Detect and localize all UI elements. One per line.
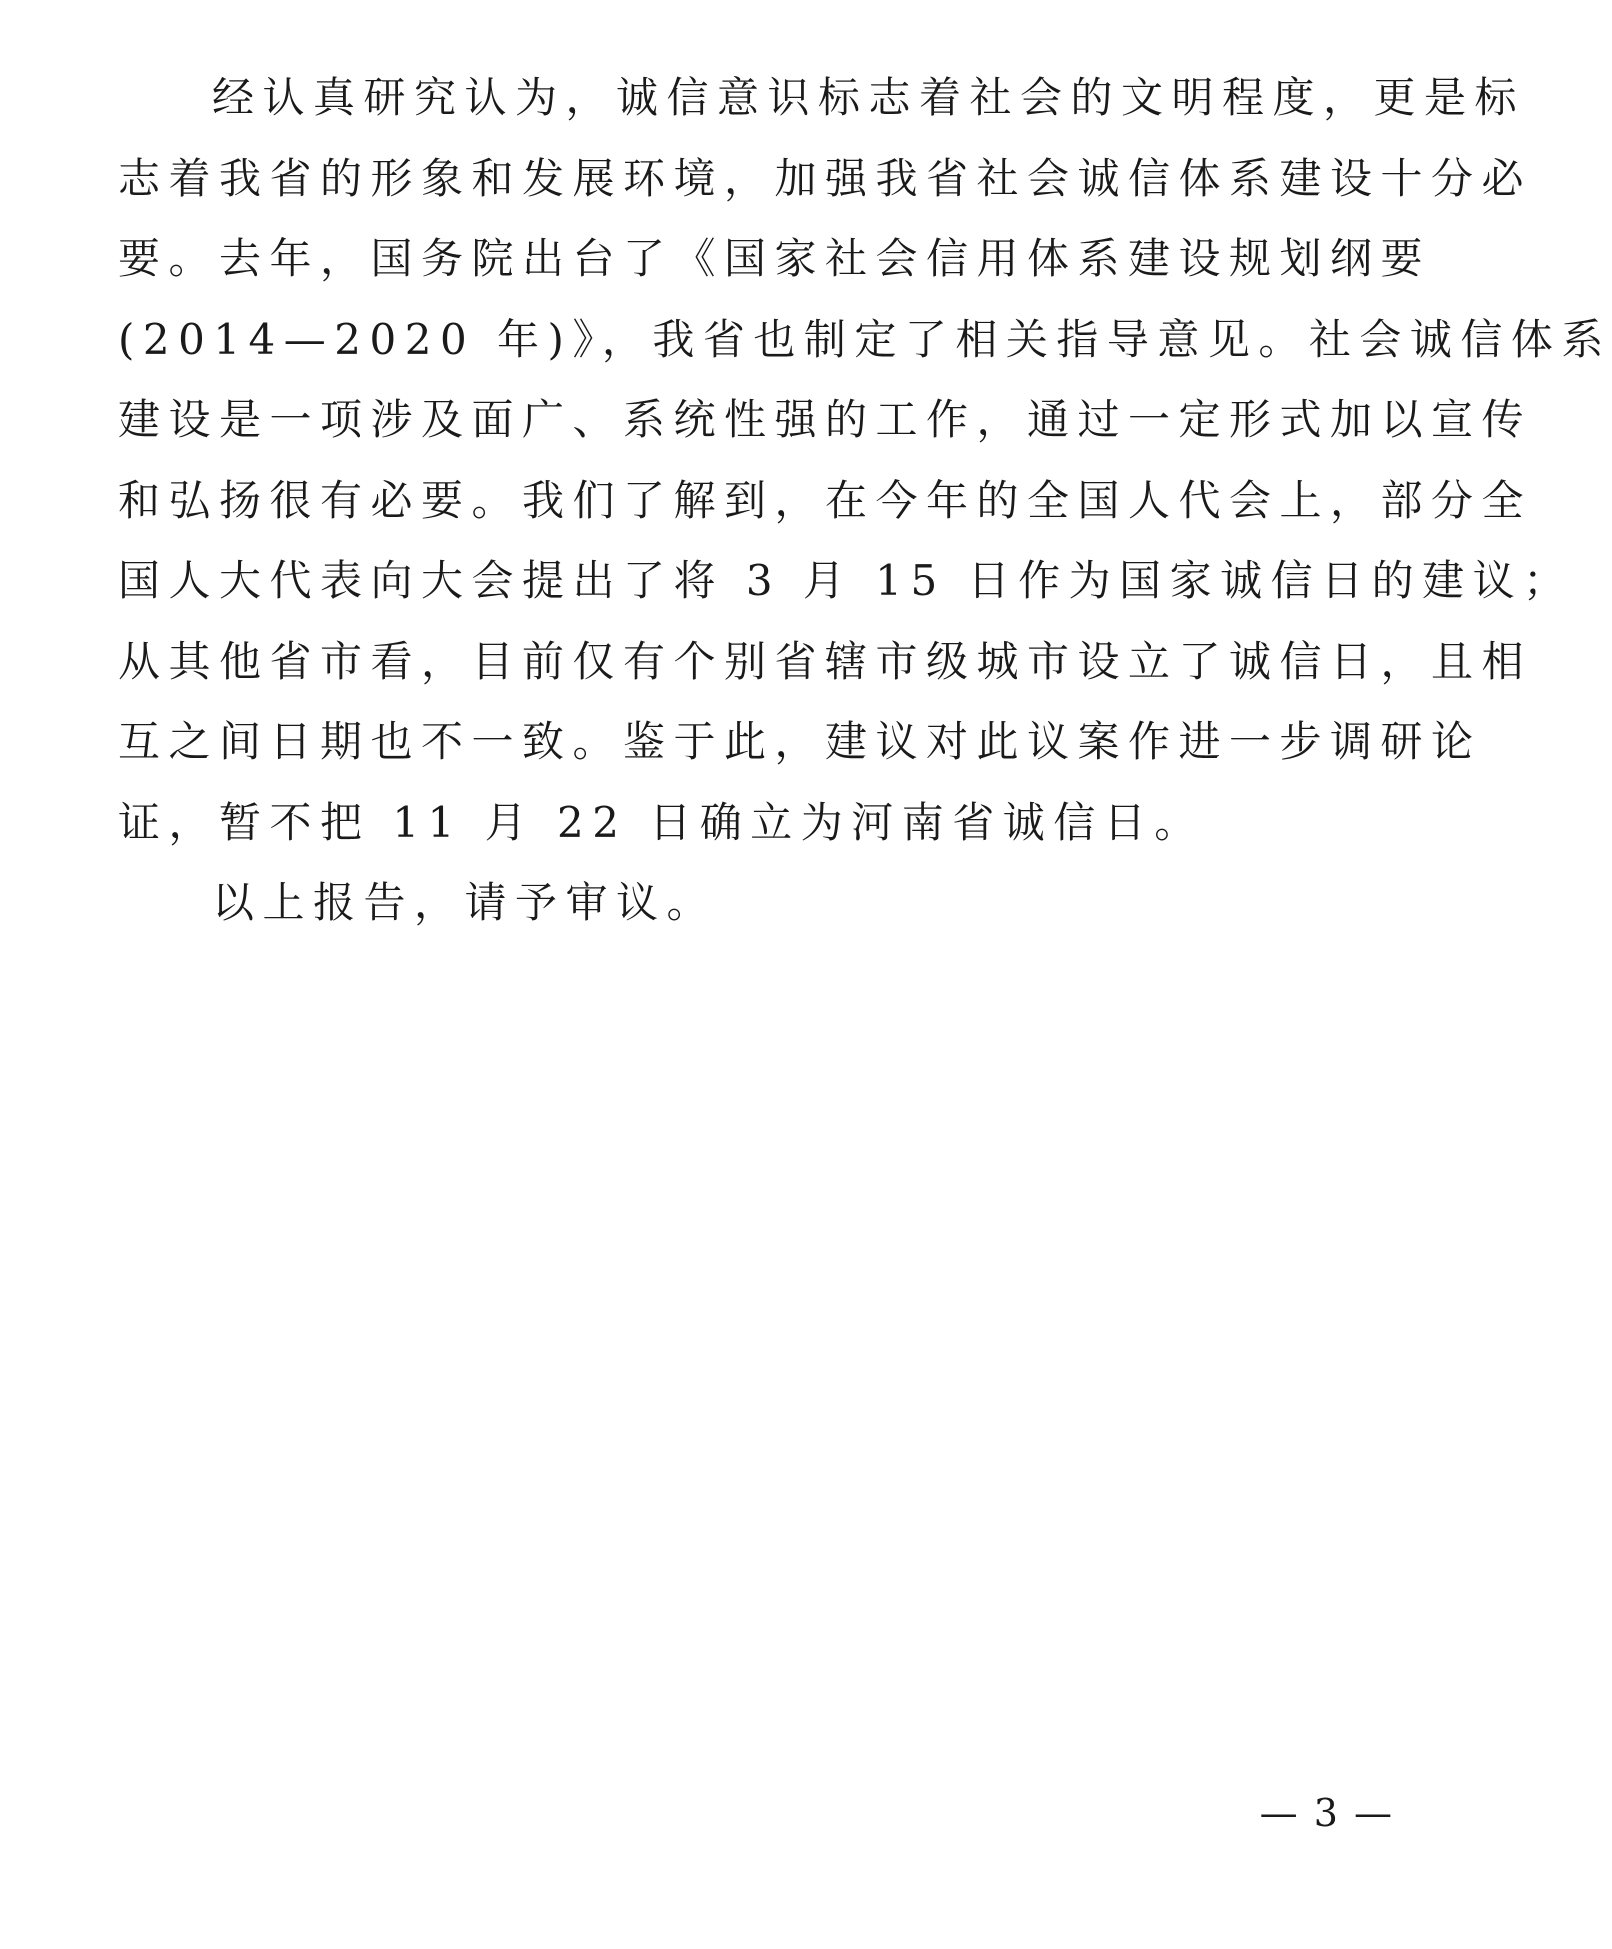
paragraph-1-line-4: (2014—2020 年)》，我省也制定了相关指导意见。社会诚信体系: [118, 314, 1612, 364]
paragraph-2: 以上报告，请予审议。: [212, 878, 718, 927]
paragraph-1-line-8: 从其他省市看，目前仅有个别省辖市级城市设立了诚信日，且相: [118, 636, 1533, 686]
paragraph-1-line-1: 经认真研究认为，诚信意识标志着社会的文明程度，更是标: [212, 73, 1526, 122]
paragraph-1-line-5: 建设是一项涉及面广、系统性强的工作，通过一定形式加以宣传: [118, 395, 1533, 444]
paragraph-1-line-6: 和弘扬很有必要。我们了解到，在今年的全国人代会上，部分全: [118, 475, 1533, 525]
paragraph-1-line-10: 证，暂不把 11 月 22 日确立为河南省诚信日。: [118, 797, 1205, 847]
paragraph-1-line-2: 志着我省的形象和发展环境，加强我省社会诚信体系建设十分必: [118, 153, 1533, 203]
paragraph-1-line-9: 互之间日期也不一致。鉴于此，建议对此议案作进一步调研论: [118, 717, 1482, 766]
page-number: — 3 —: [1259, 1791, 1394, 1835]
document-body: [118, 58, 1612, 944]
paragraph-1-line-3: 要。去年，国务院出台了《国家社会信用体系建设规划纲要: [118, 234, 1432, 283]
paragraph-1-line-7: 国人大代表向大会提出了将 3 月 15 日作为国家诚信日的建议；: [118, 556, 1574, 605]
